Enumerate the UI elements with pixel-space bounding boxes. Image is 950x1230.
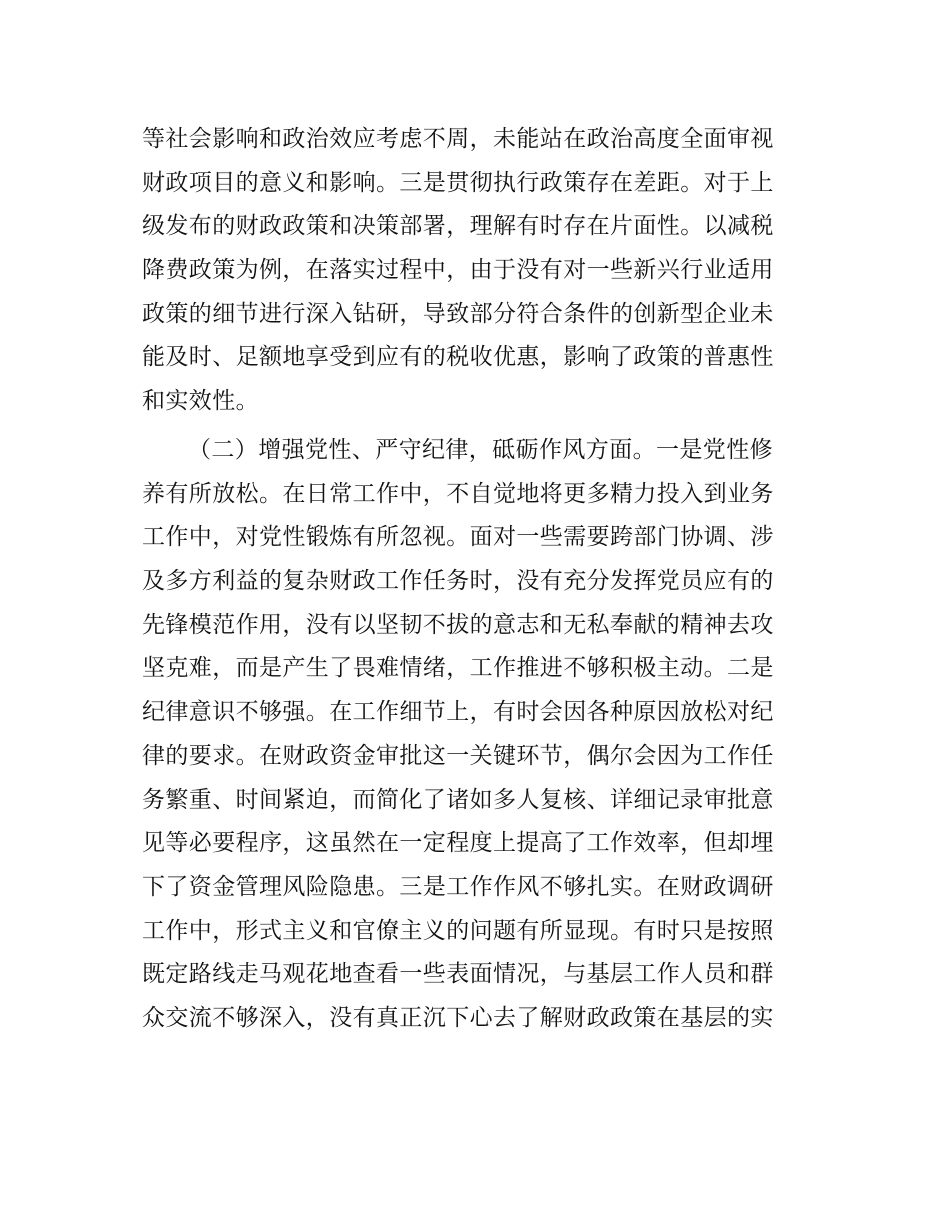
paragraph-2 <box>142 429 812 1041</box>
text-line: 纪律意识不够强。在工作细节上，有时会因各种原因放松对纪 <box>142 699 774 726</box>
text-line: 见等必要程序，这虽然在一定程度上提高了工作效率，但却埋 <box>142 830 774 857</box>
section-heading-line: （二）增强党性、严守纪律，砥砺作风方面。一是党性修 <box>188 437 773 463</box>
text-line: 先锋模范作用，没有以坚韧不拔的意志和无私奉献的精神去攻 <box>142 611 774 638</box>
text-line: 工作中，对党性锻炼有所忽视。面对一些需要跨部门协调、涉 <box>142 524 774 551</box>
text-line: 财政项目的意义和影响。三是贯彻执行政策存在差距。对于上 <box>142 169 774 196</box>
text-line: 众交流不够深入，没有真正沉下心去了解财政政策在基层的实 <box>142 1004 774 1031</box>
paragraph-1 <box>142 118 812 424</box>
text-line: 养有所放松。在日常工作中，不自觉地将更多精力投入到业务 <box>142 480 774 507</box>
text-line: 等社会影响和政治效应考虑不周，未能站在政治高度全面审视 <box>142 126 774 152</box>
text-line: 能及时、足额地享受到应有的税收优惠，影响了政策的普惠性 <box>142 344 774 371</box>
text-line: 和实效性。 <box>142 388 259 415</box>
text-line: 务繁重、时间紧迫，而简化了诸如多人复核、详细记录审批意 <box>142 786 774 813</box>
text-line: 降费政策为例，在落实过程中，由于没有对一些新兴行业适用 <box>142 257 774 284</box>
text-line: 工作中，形式主义和官僚主义的问题有所显现。有时只是按照 <box>142 917 774 944</box>
text-line: 政策的细节进行深入钻研，导致部分符合条件的创新型企业未 <box>142 300 774 327</box>
text-line: 坚克难，而是产生了畏难情绪，工作推进不够积极主动。二是 <box>142 655 774 682</box>
text-line: 律的要求。在财政资金审批这一关键环节，偶尔会因为工作任 <box>142 742 774 769</box>
text-line: 既定路线走马观花地查看一些表面情况，与基层工作人员和群 <box>142 961 774 988</box>
text-line: 及多方利益的复杂财政工作任务时，没有充分发挥党员应有的 <box>142 568 774 595</box>
text-line: 级发布的财政政策和决策部署，理解有时存在片面性。以减税 <box>142 213 774 240</box>
text-line: 下了资金管理风险隐患。三是工作作风不够扎实。在财政调研 <box>142 873 774 900</box>
